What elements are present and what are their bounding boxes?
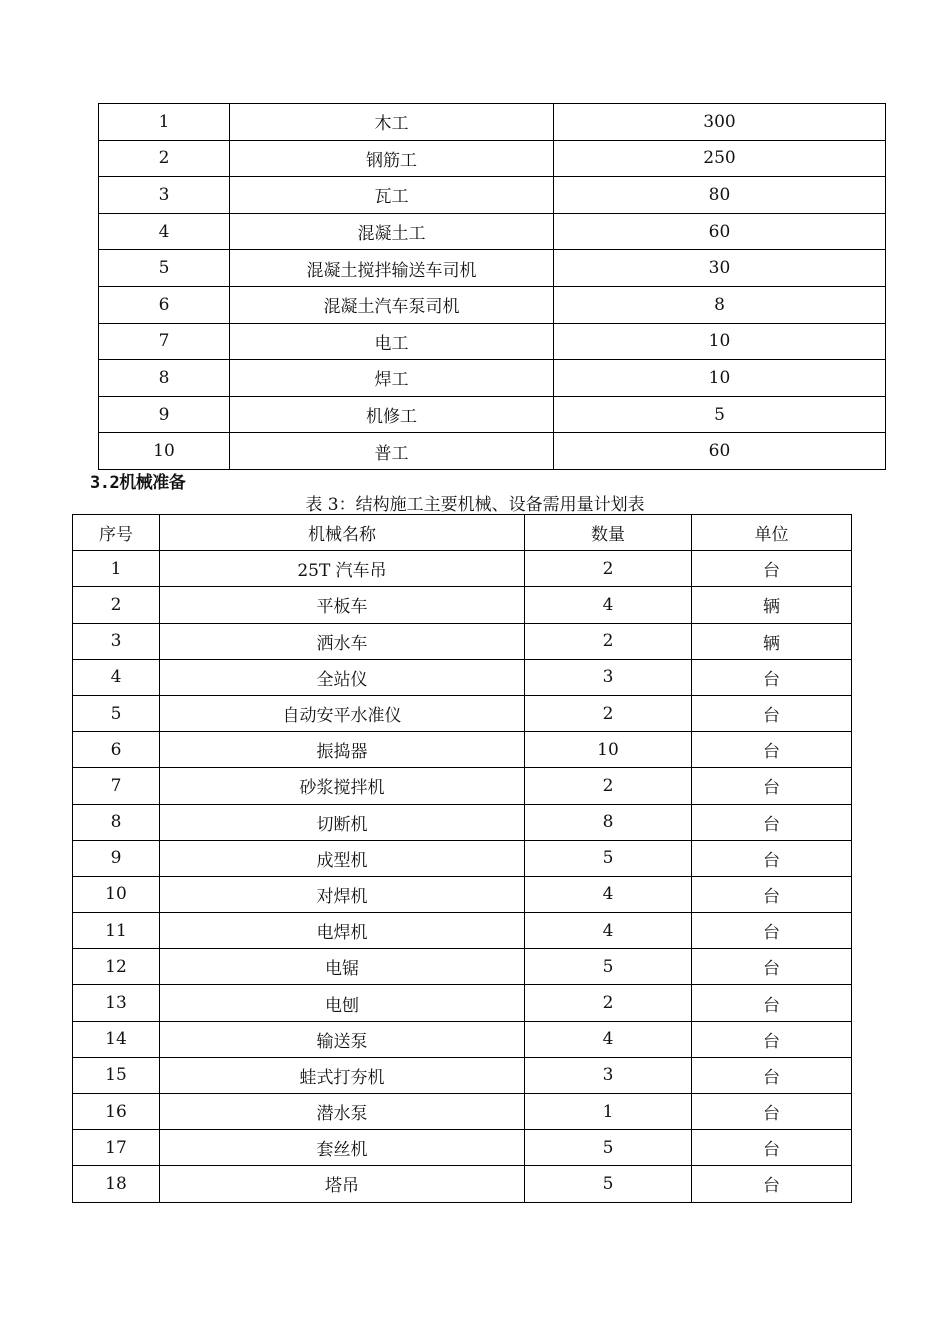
cell-name: 振捣器 [160, 732, 525, 768]
table-row [73, 840, 852, 876]
cell-no: 3 [73, 623, 160, 659]
cell-no: 3 [99, 177, 230, 214]
table-row [73, 1094, 852, 1130]
cell-no: 6 [73, 732, 160, 768]
cell-qty: 5 [525, 949, 692, 985]
table-row [99, 140, 886, 177]
cell-unit: 台 [692, 1057, 852, 1093]
cell-name: 自动安平水准仪 [160, 695, 525, 731]
cell-name: 输送泵 [160, 1021, 525, 1057]
cell-unit: 台 [692, 1130, 852, 1166]
cell-no: 18 [73, 1166, 160, 1202]
table-row [99, 177, 886, 214]
table-row [73, 1021, 852, 1057]
table-row [73, 587, 852, 623]
cell-qty: 10 [525, 732, 692, 768]
cell-no: 7 [99, 323, 230, 360]
cell-name: 钢筋工 [230, 140, 554, 177]
cell-qty: 2 [525, 985, 692, 1021]
cell-unit: 台 [692, 768, 852, 804]
table-row [73, 913, 852, 949]
cell-count: 30 [554, 250, 886, 287]
cell-no: 1 [99, 104, 230, 141]
cell-qty: 4 [525, 876, 692, 912]
machine-table-header-row [73, 515, 852, 551]
cell-count: 8 [554, 286, 886, 323]
table-row [73, 659, 852, 695]
table-row [73, 949, 852, 985]
table-row [99, 360, 886, 397]
cell-count: 60 [554, 213, 886, 250]
cell-unit: 台 [692, 695, 852, 731]
cell-no: 12 [73, 949, 160, 985]
table-row [99, 104, 886, 141]
machine-table-body [73, 551, 852, 1202]
table-row [73, 768, 852, 804]
cell-qty: 3 [525, 1057, 692, 1093]
table-row [73, 876, 852, 912]
cell-name: 电锯 [160, 949, 525, 985]
cell-name: 对焊机 [160, 876, 525, 912]
header-name: 机械名称 [160, 515, 525, 551]
table-row [99, 323, 886, 360]
cell-qty: 8 [525, 804, 692, 840]
cell-name: 混凝土搅拌输送车司机 [230, 250, 554, 287]
table-row [73, 695, 852, 731]
machine-table [72, 514, 852, 1203]
cell-count: 10 [554, 323, 886, 360]
cell-qty: 4 [525, 913, 692, 949]
table-row [99, 286, 886, 323]
cell-count: 5 [554, 396, 886, 433]
table-row [99, 250, 886, 287]
cell-no: 5 [99, 250, 230, 287]
cell-count: 300 [554, 104, 886, 141]
cell-name: 电焊机 [160, 913, 525, 949]
cell-name: 蛙式打夯机 [160, 1057, 525, 1093]
cell-unit: 台 [692, 876, 852, 912]
cell-unit: 辆 [692, 623, 852, 659]
cell-no: 6 [99, 286, 230, 323]
cell-qty: 2 [525, 695, 692, 731]
cell-name: 瓦工 [230, 177, 554, 214]
table-row [73, 804, 852, 840]
cell-no: 11 [73, 913, 160, 949]
cell-name: 套丝机 [160, 1130, 525, 1166]
cell-qty: 5 [525, 1166, 692, 1202]
cell-name: 混凝土汽车泵司机 [230, 286, 554, 323]
cell-qty: 1 [525, 1094, 692, 1130]
table-row [73, 1166, 852, 1202]
cell-count: 80 [554, 177, 886, 214]
cell-name: 成型机 [160, 840, 525, 876]
cell-unit: 台 [692, 1021, 852, 1057]
cell-no: 14 [73, 1021, 160, 1057]
cell-unit: 台 [692, 949, 852, 985]
cell-no: 8 [99, 360, 230, 397]
section-heading: 3.2机械准备 [90, 473, 186, 493]
cell-name: 塔吊 [160, 1166, 525, 1202]
cell-count: 60 [554, 433, 886, 470]
cell-name: 全站仪 [160, 659, 525, 695]
cell-no: 1 [73, 551, 160, 587]
cell-name: 焊工 [230, 360, 554, 397]
table-row [99, 213, 886, 250]
cell-name: 机修工 [230, 396, 554, 433]
cell-no: 7 [73, 768, 160, 804]
header-qty: 数量 [525, 515, 692, 551]
cell-no: 10 [99, 433, 230, 470]
table-row [73, 1130, 852, 1166]
cell-no: 10 [73, 876, 160, 912]
labor-table-body [99, 104, 886, 470]
labor-table [98, 103, 886, 470]
cell-unit: 台 [692, 840, 852, 876]
cell-no: 5 [73, 695, 160, 731]
table-row [73, 1057, 852, 1093]
cell-qty: 4 [525, 587, 692, 623]
header-no: 序号 [73, 515, 160, 551]
cell-unit: 辆 [692, 587, 852, 623]
cell-name: 木工 [230, 104, 554, 141]
table-row [73, 985, 852, 1021]
cell-no: 16 [73, 1094, 160, 1130]
cell-qty: 3 [525, 659, 692, 695]
cell-qty: 2 [525, 768, 692, 804]
cell-no: 15 [73, 1057, 160, 1093]
cell-count: 250 [554, 140, 886, 177]
cell-no: 2 [73, 587, 160, 623]
cell-qty: 2 [525, 551, 692, 587]
cell-name: 电工 [230, 323, 554, 360]
cell-qty: 2 [525, 623, 692, 659]
table-row [73, 623, 852, 659]
cell-no: 17 [73, 1130, 160, 1166]
cell-qty: 4 [525, 1021, 692, 1057]
cell-no: 2 [99, 140, 230, 177]
cell-name: 平板车 [160, 587, 525, 623]
cell-unit: 台 [692, 659, 852, 695]
cell-unit: 台 [692, 913, 852, 949]
cell-qty: 5 [525, 840, 692, 876]
table-row [99, 396, 886, 433]
cell-name: 25T 汽车吊 [160, 551, 525, 587]
cell-no: 13 [73, 985, 160, 1021]
table-caption: 表 3：结构施工主要机械、设备需用量计划表 [305, 495, 645, 515]
cell-name: 砂浆搅拌机 [160, 768, 525, 804]
cell-name: 混凝土工 [230, 213, 554, 250]
cell-no: 4 [73, 659, 160, 695]
table-row [73, 732, 852, 768]
cell-count: 10 [554, 360, 886, 397]
table-row [73, 551, 852, 587]
cell-no: 9 [99, 396, 230, 433]
cell-no: 9 [73, 840, 160, 876]
cell-no: 4 [99, 213, 230, 250]
cell-qty: 5 [525, 1130, 692, 1166]
header-unit: 单位 [692, 515, 852, 551]
cell-name: 电刨 [160, 985, 525, 1021]
cell-unit: 台 [692, 985, 852, 1021]
cell-unit: 台 [692, 804, 852, 840]
cell-no: 8 [73, 804, 160, 840]
cell-name: 普工 [230, 433, 554, 470]
cell-unit: 台 [692, 732, 852, 768]
cell-unit: 台 [692, 551, 852, 587]
cell-name: 潜水泵 [160, 1094, 525, 1130]
cell-name: 洒水车 [160, 623, 525, 659]
cell-name: 切断机 [160, 804, 525, 840]
cell-unit: 台 [692, 1166, 852, 1202]
table-row [99, 433, 886, 470]
cell-unit: 台 [692, 1094, 852, 1130]
